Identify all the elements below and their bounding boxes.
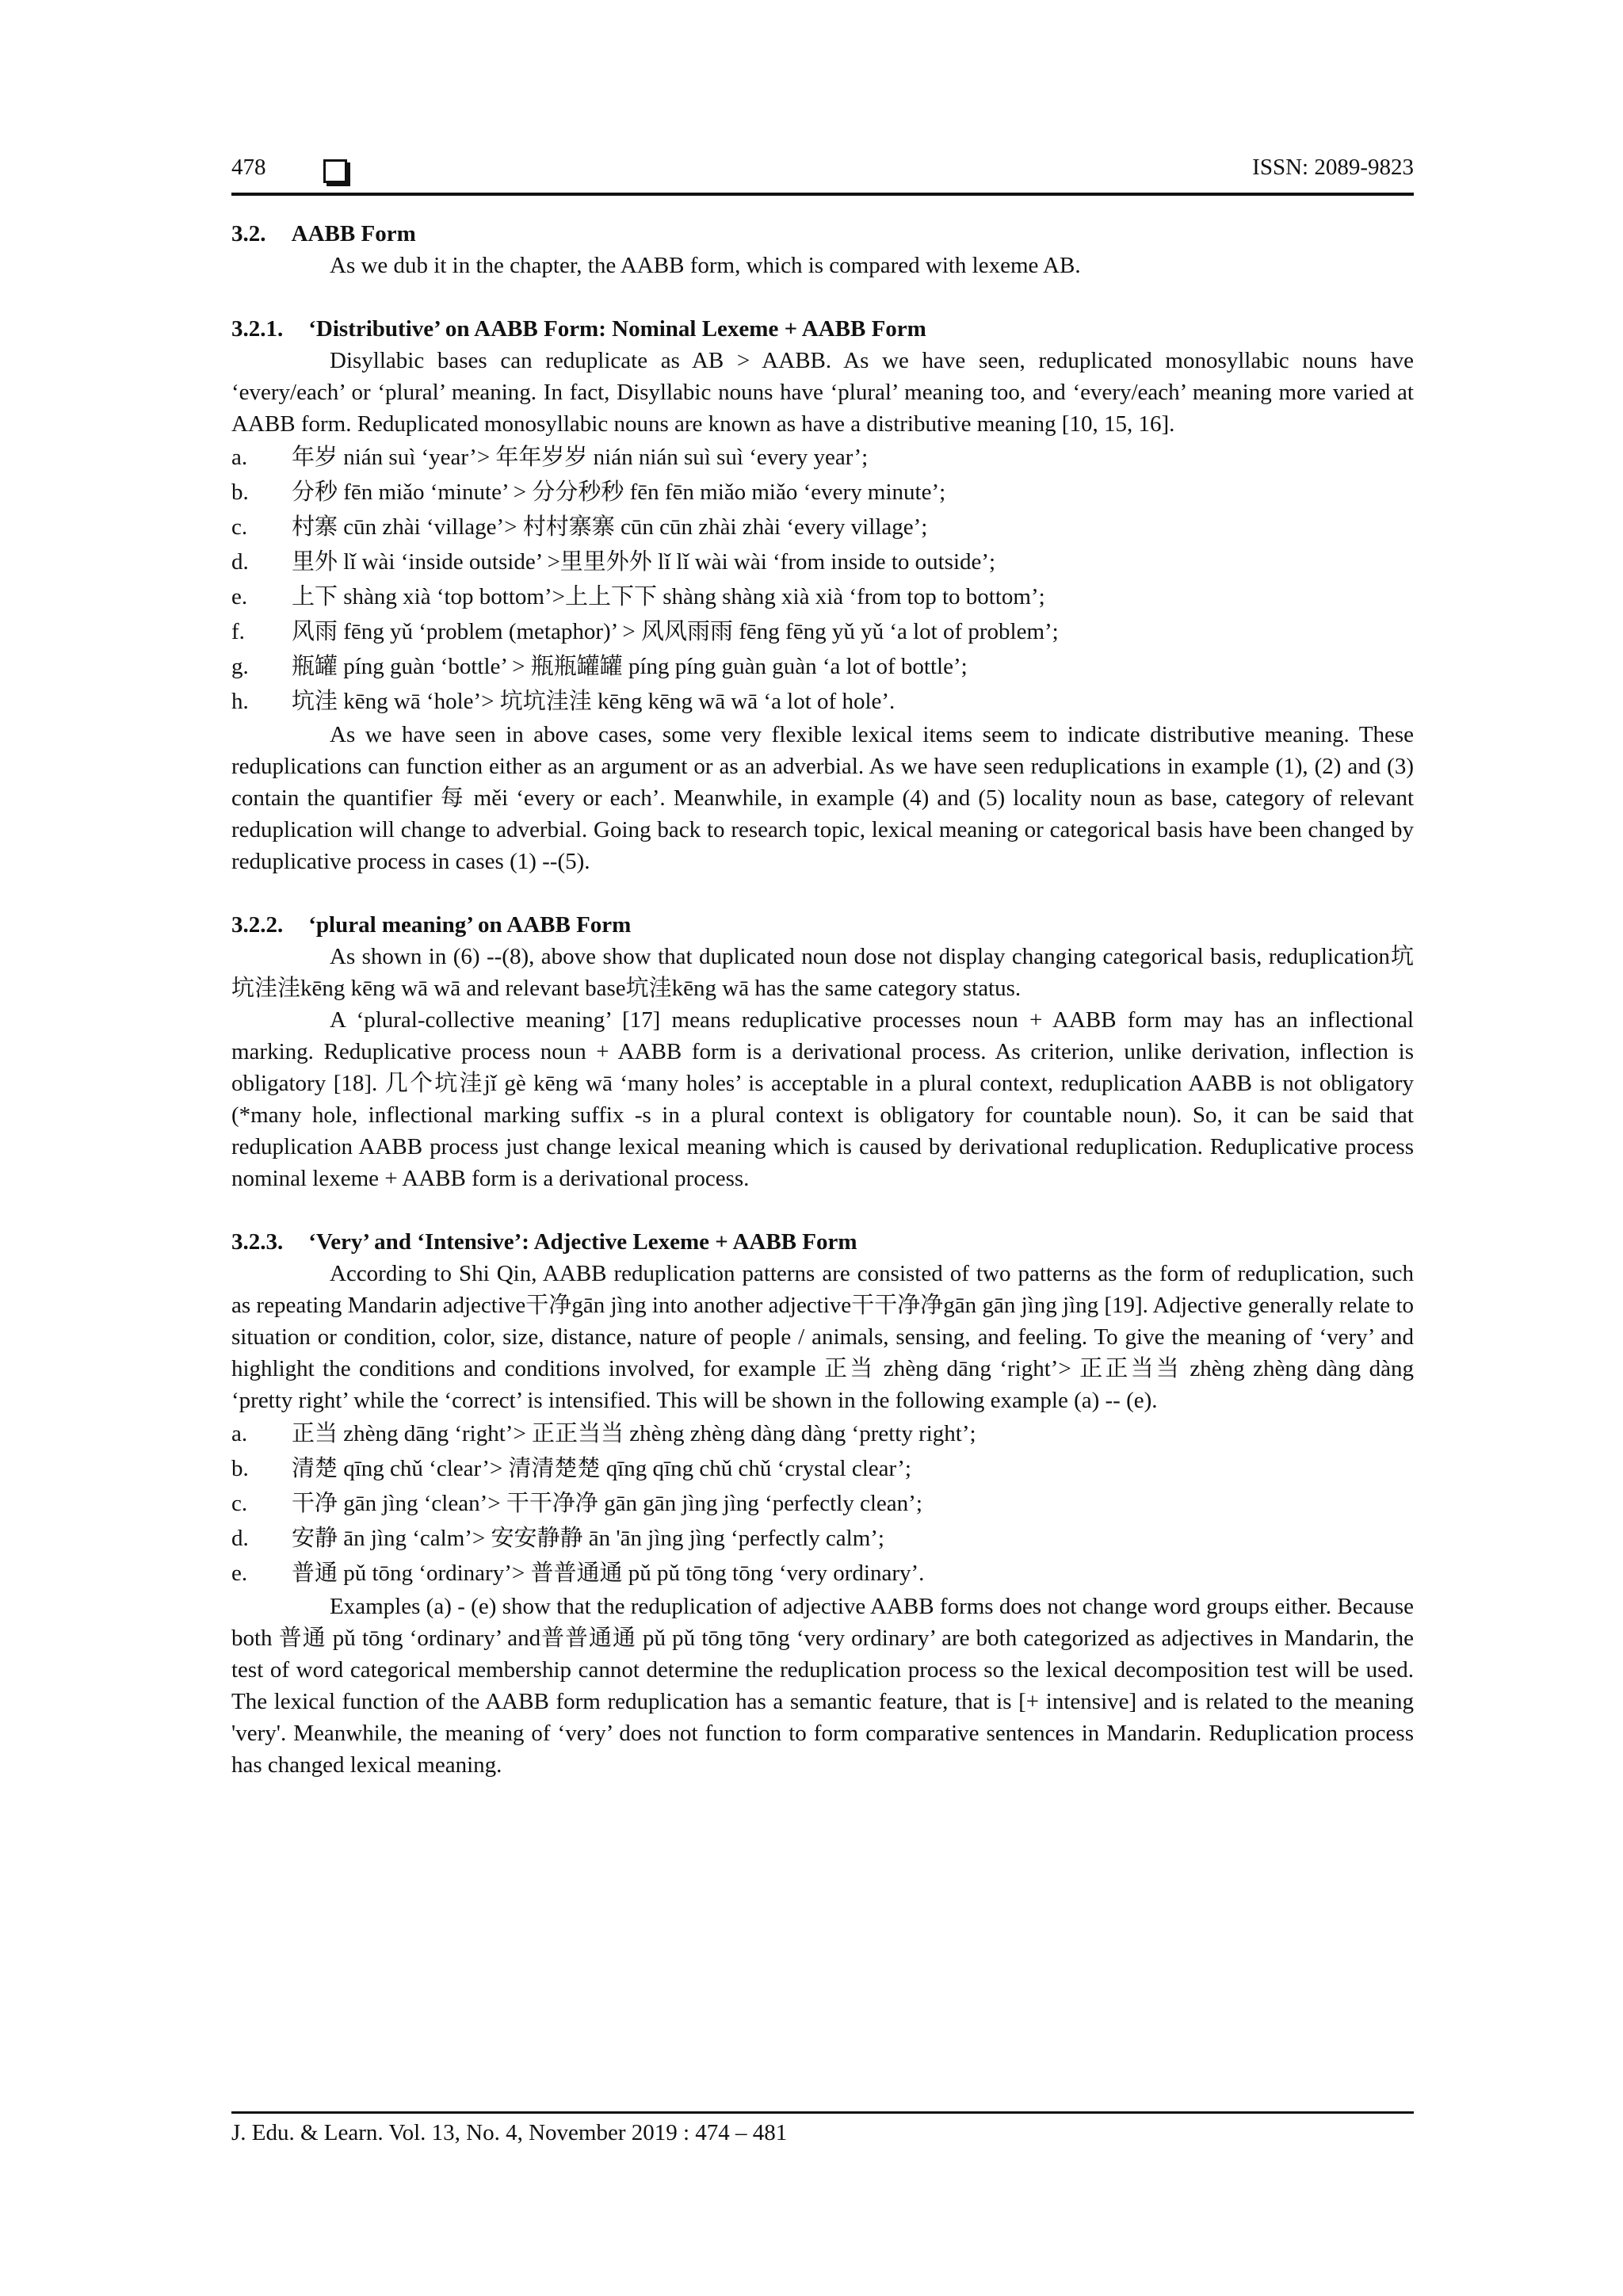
example-text: 风雨 fēng yǔ ‘problem (metaphor)’ > 风风雨雨 fēng fēng yǔ yǔ ‘a lot of problem’;: [292, 619, 1059, 644]
example-text: 普通 pǔ tōng ‘ordinary’> 普普通通 pǔ pǔ tōng tōng ‘very ordinary’.: [292, 1561, 925, 1586]
example-item: [231, 1556, 1414, 1591]
example-text: 分秒 fēn miǎo ‘minute’ > 分分秒秒 fēn fēn miǎo miǎo ‘every minute’;: [292, 479, 946, 505]
subsection-heading: [231, 1226, 1414, 1258]
example-item: [231, 475, 1414, 510]
example-label: a.: [231, 1421, 248, 1446]
section-number: 3.2.: [231, 221, 266, 246]
example-text: 安静 ān jìng ‘calm’> 安安静静 ān 'ān jìng jìng ‘perfectly calm’;: [292, 1526, 884, 1551]
example-label: e.: [231, 1561, 248, 1586]
section-heading: [231, 218, 1414, 250]
subsection-number: 3.2.2.: [231, 912, 284, 938]
example-item: [231, 440, 1414, 475]
paragraph: As shown in (6) --(8), above show that duplicated noun dose not display changing categorical basis, reduplication坑坑洼洼kēng kēng wā wā and relevant base坑洼kēng wā has the same category status.: [231, 944, 1414, 1001]
page-header: [231, 155, 1414, 196]
paragraph: As we have seen in above cases, some very flexible lexical items seem to indicate distributive meaning. These reduplications can function either as an argument or as an adverbial. As we have seen reduplications in example (1), (2) and (3) contain the quantifier 每 měi ‘every or each’. Meanwhile, in example (4) and (5) locality noun as base, category of relevant reduplication will change to adverbial. Going back to research topic, lexical meaning or categorical basis have been changed by reduplicative process in cases (1) --(5).: [231, 722, 1414, 874]
example-label: b.: [231, 1456, 249, 1481]
example-label: f.: [231, 619, 245, 644]
example-label: e.: [231, 584, 248, 609]
example-list: [231, 1416, 1414, 1591]
example-label: h.: [231, 689, 249, 714]
example-item: [231, 544, 1414, 579]
subsection-title: ‘plural meaning’ on AABB Form: [308, 912, 632, 938]
paragraph: Disyllabic bases can reduplicate as AB > AABB. As we have seen, reduplicated monosyllabic nouns have ‘every/each’ or ‘plural’ meaning. In fact, Disyllabic nouns have ‘plural’ meaning too, and ‘every/each’ meaning more varied at AABB form. Reduplicated monosyllabic nouns are known as have a distributive meaning [10, 15, 16].: [231, 348, 1414, 437]
article-body: [231, 218, 1414, 1781]
paragraph: As we dub it in the chapter, the AABB form, which is compared with lexeme AB.: [330, 253, 1081, 278]
subsection-title: ‘Very’ and ‘Intensive’: Adjective Lexeme + AABB Form: [308, 1229, 857, 1255]
subsection-heading: [231, 313, 1414, 345]
example-label: b.: [231, 479, 249, 505]
subsection-number: 3.2.3.: [231, 1229, 284, 1255]
example-text: 正当 zhèng dāng ‘right’> 正正当当 zhèng zhèng dàng dàng ‘pretty right’;: [292, 1421, 976, 1446]
subsection-title: ‘Distributive’ on AABB Form: Nominal Lexeme + AABB Form: [308, 316, 926, 342]
example-text: 清楚 qīng chǔ ‘clear’> 清清楚楚 qīng qīng chǔ chǔ ‘crystal clear’;: [292, 1456, 911, 1481]
example-text: 干净 gān jìng ‘clean’> 干干净净 gān gān jìng jìng ‘perfectly clean’;: [292, 1491, 922, 1516]
example-text: 瓶罐 píng guàn ‘bottle’ > 瓶瓶罐罐 píng píng guàn guàn ‘a lot of bottle’;: [292, 654, 968, 679]
box-bullet-icon: [323, 159, 347, 183]
example-item: [231, 1486, 1414, 1521]
example-text: 里外 lǐ wài ‘inside outside’ >里里外外 lǐ lǐ wài wài ‘from inside to outside’;: [292, 549, 996, 575]
example-label: d.: [231, 549, 249, 575]
paragraph: Examples (a) - (e) show that the reduplication of adjective AABB forms does not change word groups either. Because both 普通 pǔ tōng ‘ordinary’ and普普通通 pǔ pǔ tōng tōng ‘very ordinary’ are both categorized as adjectives in Mandarin, the test of word categorical membership cannot determine the reduplication process so the lexical decomposition test will be used. The lexical function of the AABB form reduplication has a semantic feature, that is [+ intensive] and is related to the meaning 'very'. Meanwhile, the meaning of ‘very’ does not function to form comparative sentences in Mandarin. Reduplication process has changed lexical meaning.: [231, 1594, 1414, 1778]
example-label: g.: [231, 654, 249, 679]
example-label: d.: [231, 1526, 249, 1551]
journal-citation: J. Edu. & Learn. Vol. 13, No. 4, November 2019 : 474 – 481: [231, 2120, 788, 2145]
section-title: AABB Form: [291, 221, 416, 246]
example-item: [231, 614, 1414, 649]
example-text: 村寨 cūn zhài ‘village’> 村村寨寨 cūn cūn zhài zhài ‘every village’;: [292, 514, 928, 540]
example-item: [231, 1451, 1414, 1486]
example-item: [231, 1521, 1414, 1556]
example-text: 坑洼 kēng wā ‘hole’> 坑坑洼洼 kēng kēng wā wā ‘a lot of hole’.: [292, 689, 896, 714]
subsection-number: 3.2.1.: [231, 316, 284, 342]
page-footer: [231, 2111, 1414, 2146]
example-list: [231, 440, 1414, 719]
example-item: [231, 649, 1414, 684]
paragraph: A ‘plural-collective meaning’ [17] means reduplicative processes noun + AABB form may has an inflectional marking. Reduplicative process noun + AABB form is a derivational process. As criterion, unlike derivation, inflection is obligatory [18]. 几个坑洼jǐ gè kēng wā ‘many holes’ is acceptable in a plural context, reduplication AABB is not obligatory (*many hole, inflectional marking suffix -s in a plural context is obligatory for countable noun). So, it can be said that reduplication AABB process just change lexical meaning which is caused by derivational reduplication. Reduplicative process nominal lexeme + AABB form is a derivational process.: [231, 1007, 1414, 1191]
example-label: a.: [231, 445, 248, 470]
example-item: [231, 1416, 1414, 1451]
example-text: 年岁 nián suì ‘year’> 年年岁岁 nián nián suì suì ‘every year’;: [292, 445, 869, 470]
page-number: 478: [231, 155, 266, 180]
example-item: [231, 579, 1414, 614]
paragraph: According to Shi Qin, AABB reduplication patterns are consisted of two patterns as the form of reduplication, such as repeating Mandarin adjective干净gān jìng into another adjective干干净净gān gān jìng jìng [19]. Adjective generally relate to situation or condition, color, size, distance, nature of people / animals, sensing, and feeling. To give the meaning of ‘very’ and highlight the conditions and conditions involved, for example 正当 zhèng dāng ‘right’> 正正当当 zhèng zhèng dàng dàng ‘pretty right’ while the ‘correct’ is intensified. This will be shown in the following example (a) -- (e).: [231, 1261, 1414, 1413]
example-label: c.: [231, 1491, 248, 1516]
example-item: [231, 684, 1414, 719]
example-text: 上下 shàng xià ‘top bottom’>上上下下 shàng shàng xià xià ‘from top to bottom’;: [292, 584, 1045, 609]
subsection-heading: [231, 909, 1414, 941]
example-label: c.: [231, 514, 248, 540]
example-item: [231, 510, 1414, 544]
issn: ISSN: 2089-9823: [1252, 155, 1414, 180]
